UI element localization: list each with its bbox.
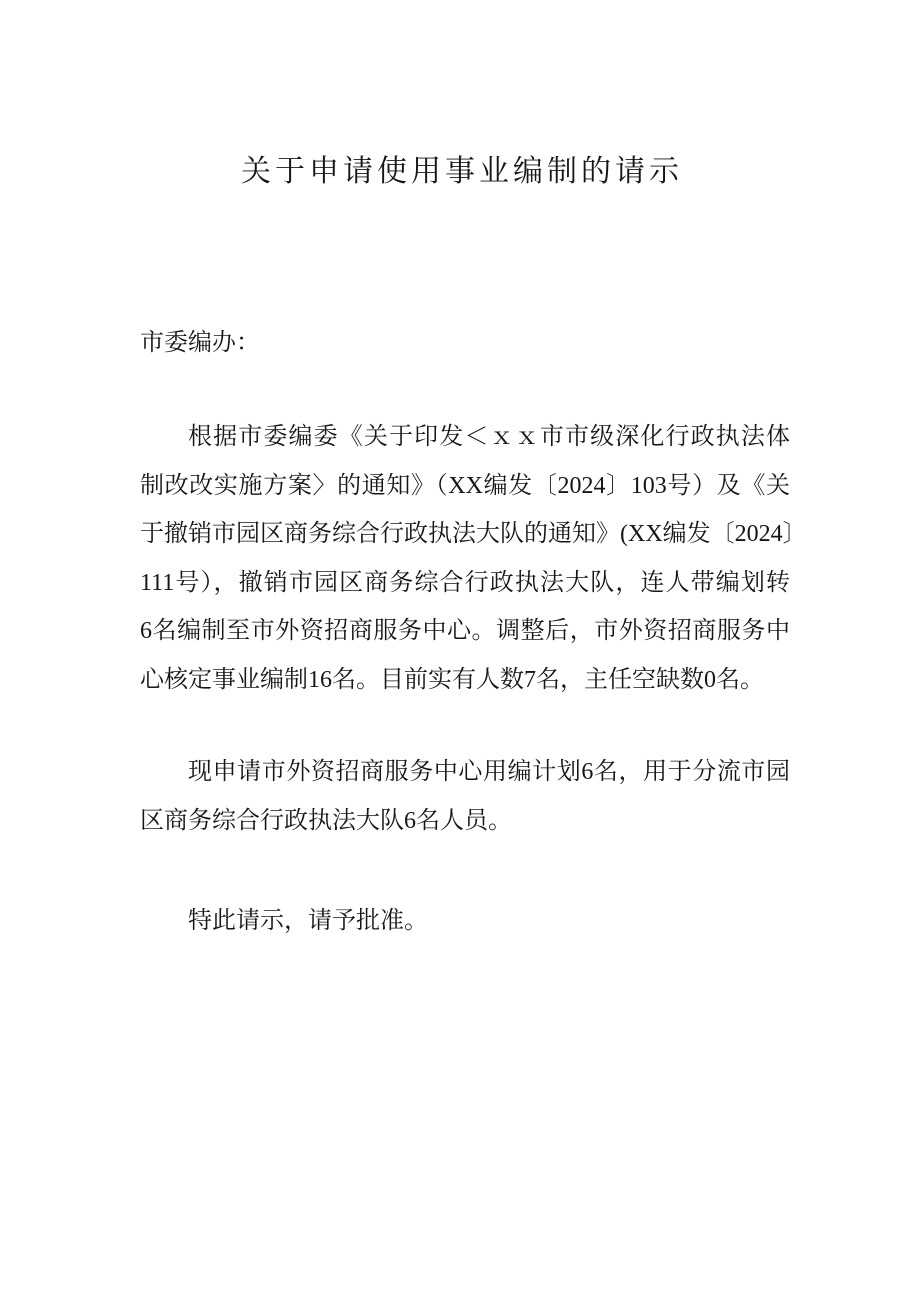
salutation: 市委编办： bbox=[140, 330, 260, 356]
paragraph-line: 区商务综合行政执法大队6名人员。 bbox=[140, 807, 512, 834]
paragraph-line: 6名编制至市外资招商服务中心。调整后，市外资招商服务中 bbox=[140, 618, 790, 644]
paragraph-line: 根据市委编委《关于印发＜ｘｘ市市级深化行政执法体 bbox=[188, 424, 790, 450]
paragraph-line: 特此请示，请予批准。 bbox=[188, 908, 428, 934]
document-title: 关于申请使用事业编制的请示 bbox=[241, 155, 683, 188]
paragraph-line: 111号），撤销市园区商务综合行政执法大队，连人带编划转 bbox=[140, 569, 790, 596]
paragraph-line: 制改改实施方案〉的通知》（XX编发〔2024〕103号）及《关 bbox=[140, 472, 790, 499]
paragraph-line: 于撤销市园区商务综合行政执法大队的通知》(XX编发〔2024〕 bbox=[140, 521, 807, 547]
paragraph-line: 现申请市外资招商服务中心用编计划6名，用于分流市园 bbox=[188, 759, 790, 785]
body-paragraph-2 bbox=[140, 748, 790, 845]
paragraph-line: 心核定事业编制16名。目前实有人数7名，主任空缺数0名。 bbox=[140, 666, 764, 693]
body-paragraph-1 bbox=[140, 413, 807, 704]
closing-paragraph bbox=[140, 897, 790, 946]
